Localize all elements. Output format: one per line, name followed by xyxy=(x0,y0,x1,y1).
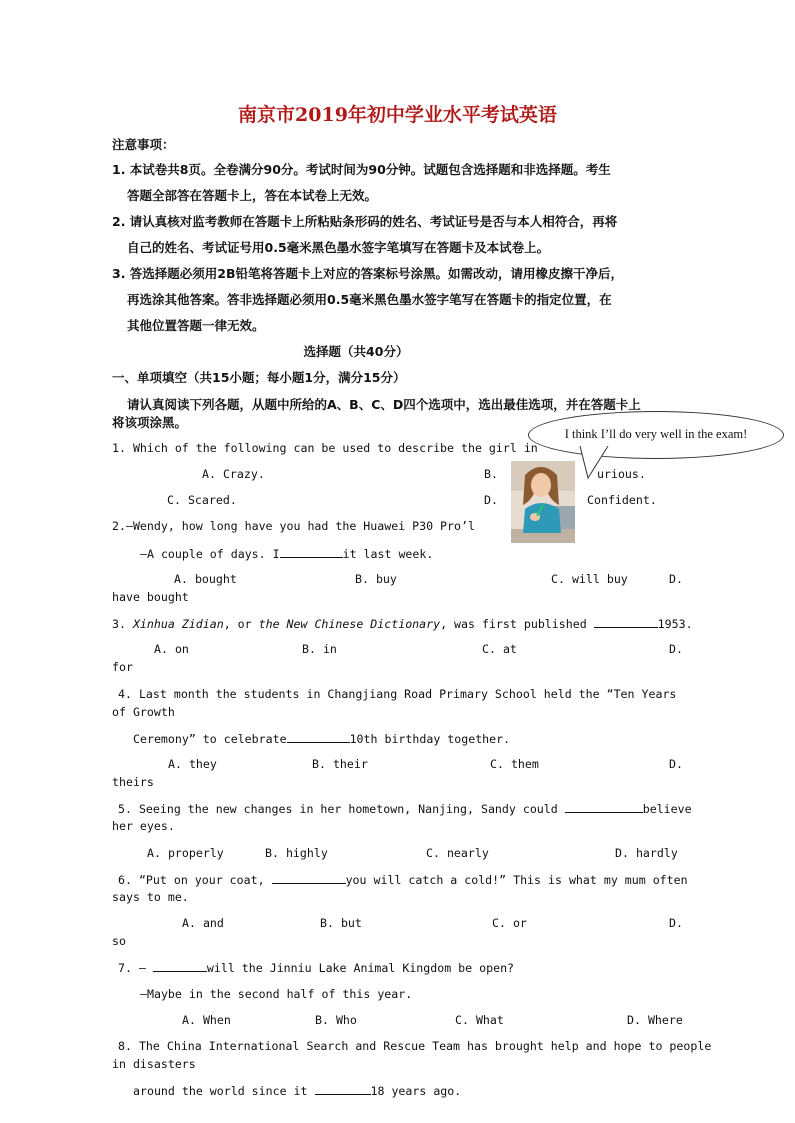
q8-line2-end: 18 years ago. xyxy=(370,1084,462,1098)
notice-item-1-line1: 1. 本试卷共8页。全卷满分90分。考试时间为90分钟。试题包含选择题和非选择题。考生 xyxy=(112,162,611,177)
section-title: 选择题（共40分） xyxy=(303,344,409,359)
q7-blank xyxy=(153,960,207,972)
part1-instruction-line2: 将该项涂黑。 xyxy=(112,415,188,430)
q7-option-d: D. Where xyxy=(627,1013,683,1027)
q3-option-c: C. at xyxy=(482,642,517,656)
q2-option-b: B. buy xyxy=(355,572,397,586)
q1-option-b-text: urious. xyxy=(597,467,646,481)
q5-stem-wrap: her eyes. xyxy=(112,819,175,833)
q1-option-b: B. xyxy=(484,467,498,481)
q6-option-d: D. xyxy=(669,916,683,930)
q4-line2-start: Ceremony” to celebrate xyxy=(133,732,287,746)
q8-line2-start: around the world since it xyxy=(133,1084,308,1098)
q2-response-end: it last week. xyxy=(342,547,434,561)
q7-option-a: A. When xyxy=(182,1013,231,1027)
q3-option-d-text: for xyxy=(112,660,133,674)
q2-option-d: D. xyxy=(669,572,683,586)
q4-option-d: D. xyxy=(669,757,683,771)
q6-option-c: C. or xyxy=(492,916,527,930)
q1-option-c: C. Scared. xyxy=(167,493,237,507)
q4-stem-line2 xyxy=(133,731,510,746)
q8-stem-line1: 8. The China International Search and Rescue Team has brought help and hope to people xyxy=(118,1039,712,1053)
notice-item-3-line2: 再选涂其他答案。答非选择题必须用0.5毫米黑色墨水签字笔写在答题卡的指定位置，在 xyxy=(127,292,612,307)
page-title: 南京市2019年初中学业水平考试英语 xyxy=(238,104,557,126)
notice-item-2-line2: 自己的姓名、考试证号用0.5毫米黑色墨水签字笔填写在答题卡及本试卷上。 xyxy=(127,240,550,255)
q3-title-2: the New Chinese Dictionary xyxy=(258,617,441,631)
q2-option-a: A. bought xyxy=(174,572,237,586)
q3-connector: , or xyxy=(223,617,259,631)
q3-number: 3. xyxy=(112,617,126,631)
q3-stem-rest: , was first published xyxy=(440,617,587,631)
q2-blank xyxy=(280,546,343,558)
q1-stem: 1. Which of the following can be used to describe the girl in xyxy=(112,441,538,455)
q2-stem: 2.—Wendy, how long have you had the Huawei P30 Pro’l xyxy=(112,519,475,533)
q3-blank xyxy=(594,616,658,628)
q2-option-d-text: have bought xyxy=(112,590,189,604)
q3-option-a: A. on xyxy=(154,642,189,656)
q3-stem xyxy=(112,616,693,631)
q3-option-b: B. in xyxy=(302,642,337,656)
q6-option-a: A. and xyxy=(182,916,224,930)
speech-bubble-tail xyxy=(578,446,618,480)
q6-stem-wrap: says to me. xyxy=(112,890,189,904)
q5-option-c: C. nearly xyxy=(426,846,489,860)
q6-option-b: B. but xyxy=(320,916,362,930)
q7-option-c: C. What xyxy=(455,1013,504,1027)
q7-response: —Maybe in the second half of this year. xyxy=(140,987,413,1001)
speech-bubble xyxy=(528,411,784,459)
q4-option-d-text: theirs xyxy=(112,775,154,789)
q7-option-b: B. Who xyxy=(315,1013,357,1027)
q5-option-a: A. properly xyxy=(147,846,224,860)
q2-response-start: —A couple of days. I xyxy=(140,547,280,561)
q6-line1-end: you will catch a cold!” This is what my mum often xyxy=(345,873,688,887)
notice-item-2-line1: 2. 请认真核对监考教师在答题卡上所粘贴条形码的姓名、考试证号是否与本人相符合，再将 xyxy=(112,214,618,229)
q5-blank xyxy=(565,801,643,813)
q1-option-a: A. Crazy. xyxy=(202,467,265,481)
part1-heading: 一、单项填空（共15小题；每小题1分，满分15分） xyxy=(112,370,406,385)
part1-instruction-line1: 请认真阅读下列各题，从题中所给的A、B、C、D四个选项中，选出最佳选项，并在答题卡上 xyxy=(127,397,641,412)
q5-stem-line1 xyxy=(118,801,692,816)
q1-option-d: D. xyxy=(484,493,498,507)
girl-picture xyxy=(511,461,575,543)
q3-option-d: D. xyxy=(669,642,683,656)
q5-line1-end: believe xyxy=(642,802,692,816)
q1-option-d-text: Confident. xyxy=(587,493,657,507)
notice-item-3-line3: 其他位置答题一律无效。 xyxy=(127,318,265,333)
q2-response xyxy=(140,546,433,561)
q8-stem-line2 xyxy=(133,1083,461,1098)
q4-option-c: C. them xyxy=(490,757,539,771)
notice-item-1-line2: 答题全部答在答题卡上，答在本试卷上无效。 xyxy=(127,188,378,203)
speech-bubble-text: I think I’ll do very well in the exam! xyxy=(564,427,748,441)
q8-blank xyxy=(315,1083,371,1095)
q4-stem-line1: 4. Last month the students in Changjiang Road Primary School held the “Ten Years xyxy=(118,687,677,701)
q5-option-b: B. highly xyxy=(265,846,328,860)
q7-line1-start: 7. — xyxy=(118,961,146,975)
q5-option-d: D. hardly xyxy=(615,846,678,860)
q7-stem-line1 xyxy=(118,960,514,975)
q2-option-c: C. will buy xyxy=(551,572,628,586)
q6-line1-start: 6. “Put on your coat, xyxy=(118,873,265,887)
q4-option-b: B. their xyxy=(312,757,368,771)
q3-year: 1953. xyxy=(657,617,693,631)
q4-stem-wrap: of Growth xyxy=(112,705,175,719)
q3-title-1: Xinhua Zidian xyxy=(132,617,224,631)
notice-item-3-line1: 3. 答选择题必须用2B铅笔将答题卡上对应的答案标号涂黑。如需改动，请用橡皮擦干净后， xyxy=(112,266,624,281)
q6-blank xyxy=(272,872,346,884)
q6-option-d-text: so xyxy=(112,934,126,948)
q4-line2-end: 10th birthday together. xyxy=(349,732,511,746)
q4-blank xyxy=(287,731,350,743)
q8-stem-wrap: in disasters xyxy=(112,1057,196,1071)
q7-line1-end: will the Jinniu Lake Animal Kingdom be open? xyxy=(206,961,515,975)
notice-heading: 注意事项： xyxy=(112,137,175,152)
q6-stem-line1 xyxy=(118,872,688,887)
q4-option-a: A. they xyxy=(168,757,217,771)
q5-line1-start: 5. Seeing the new changes in her hometown, Nanjing, Sandy could xyxy=(118,802,558,816)
